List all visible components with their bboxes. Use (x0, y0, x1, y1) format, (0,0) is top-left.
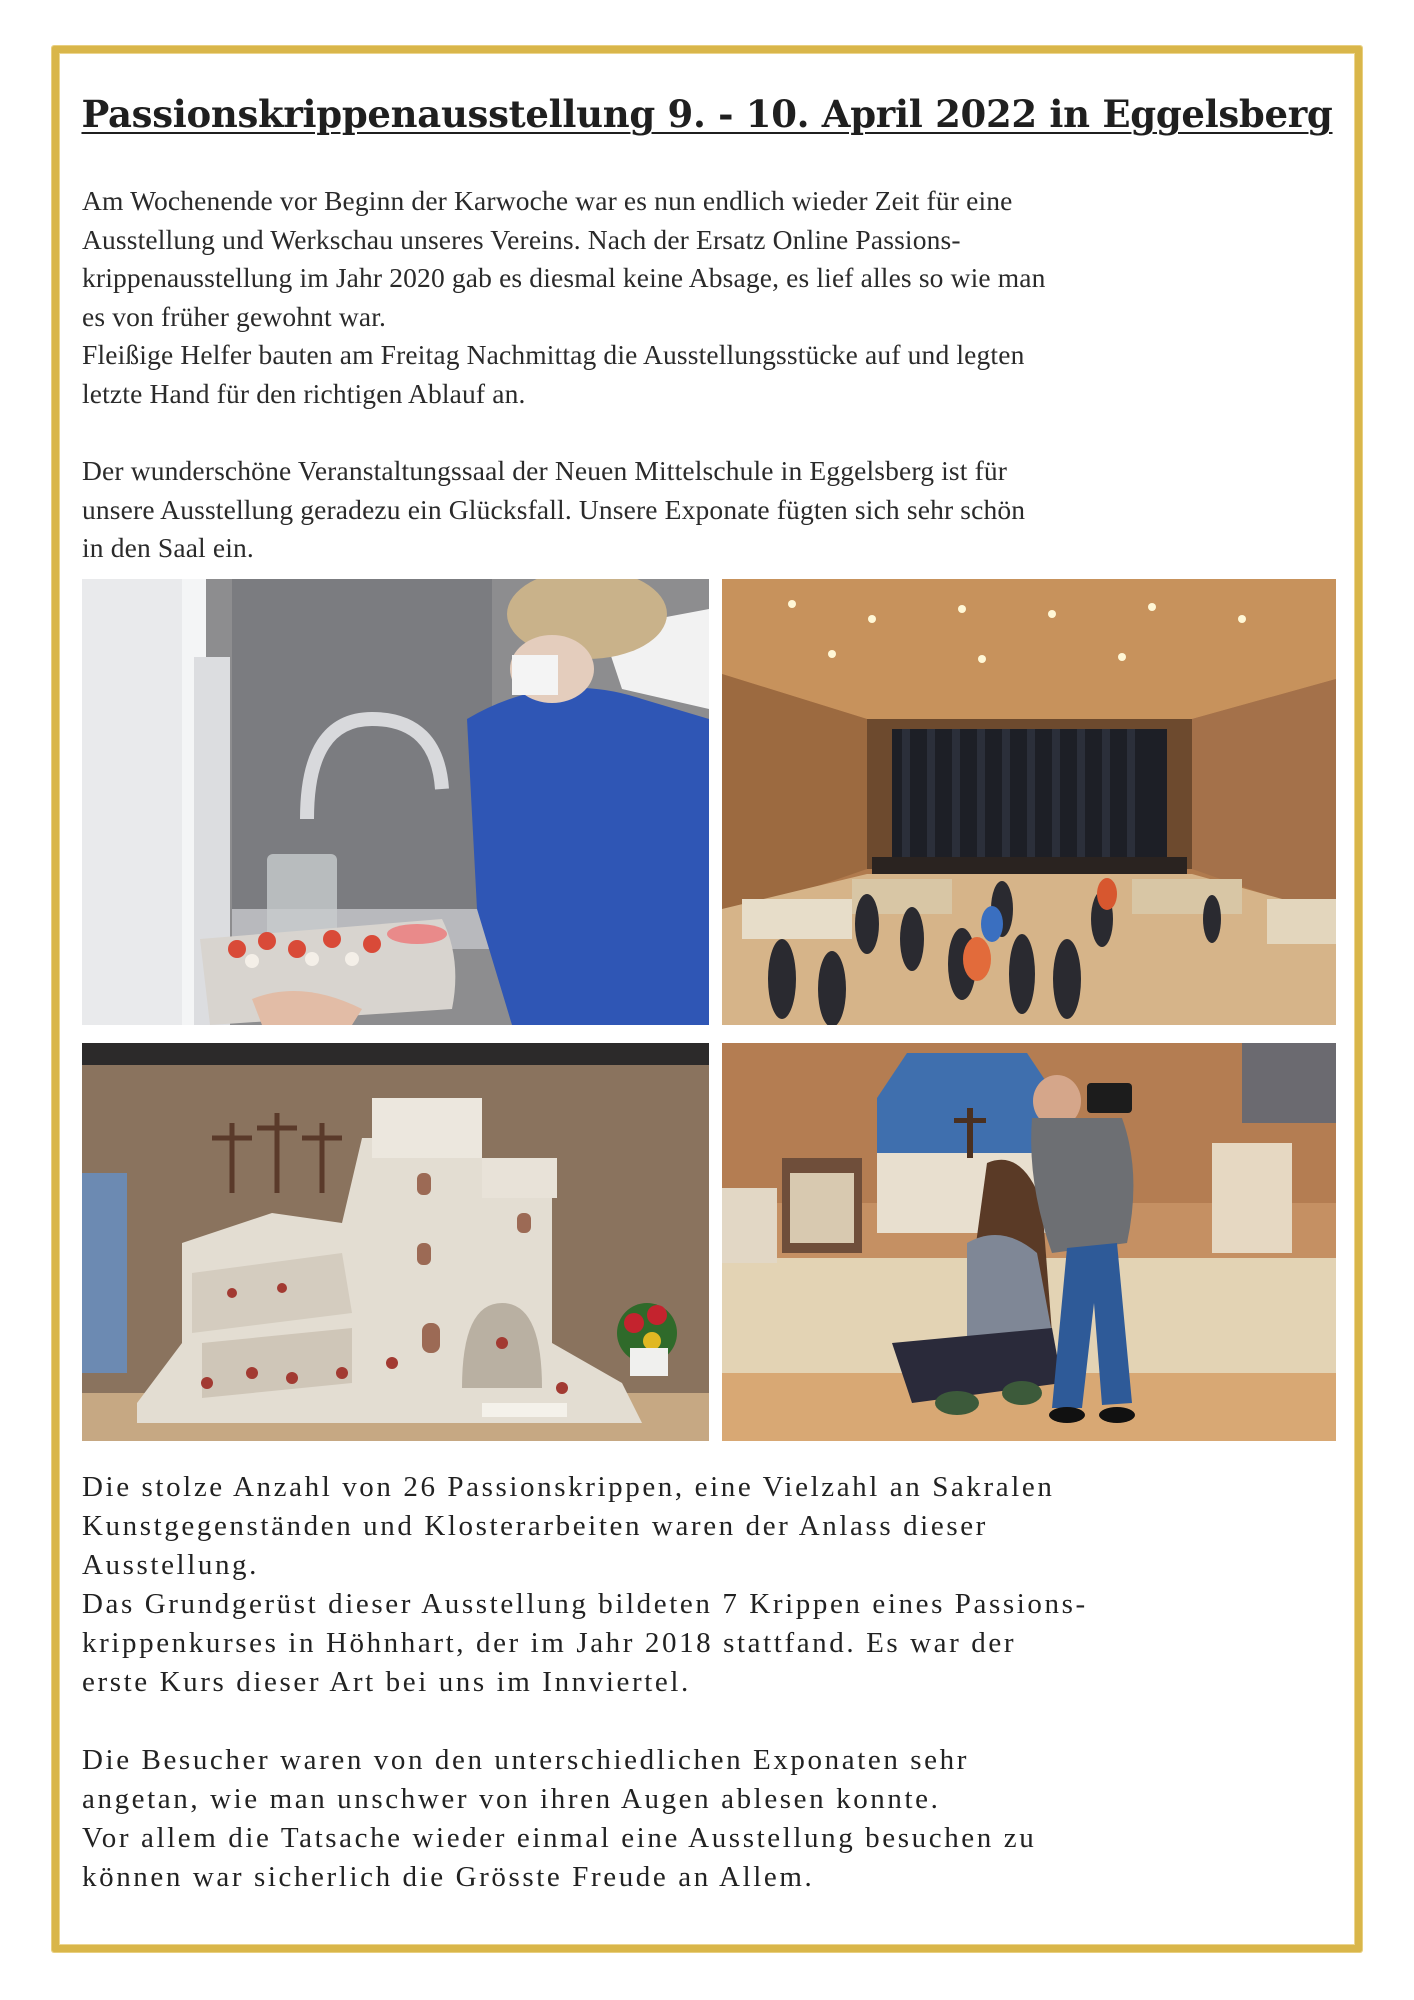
intro-paragraph-1: Am Wochenende vor Beginn der Karwoche war es nun endlich wieder Zeit für eine Ausstellung und Werkschau unseres Vereins. Nach der Ersatz Online Passions- krippenausstellung im Jahr 2020 gab es diesmal keine Absage, es lief alles so wie man es von früher gewohnt war. Fleißige Helfer bauten am Freitag Nachmittag die Ausstellungsstücke auf und legten letzte Hand für den richtigen Ablauf an. (82, 185, 1046, 409)
photo-passion-crib-castle (82, 1043, 709, 1441)
photo-exhibition-hall (722, 579, 1336, 1025)
page-title: Passionskrippenausstellung 9. - 10. April 2022 in Eggelsberg (81, 92, 1333, 136)
intro-paragraph-2: Der wunderschöne Veranstaltungssaal der Neuen Mittelschule in Eggelsberg ist für unsere Ausstellung geradezu ein Glücksfall. Unsere Exponate fügten sich sehr schön in den Saal ein. (82, 455, 1026, 564)
photo-helper-at-sink (82, 579, 709, 1025)
outro-text (82, 1468, 1352, 1897)
intro-text (82, 182, 1338, 568)
photo-visitors-viewing (722, 1043, 1336, 1441)
outro-paragraph-1: Die stolze Anzahl von 26 Passionskrippen, eine Vielzahl an Sakralen Kunstgegenständen und Klosterarbeiten waren der Anlass dieser Ausstellung. Das Grundgerüst dieser Ausstellung bildeten 7 Krippen eines Passions- krippenkurses in Höhnhart, der im Jahr 2018 stattfand. Es war der erste Kurs dieser Art bei uns im Innviertel. (82, 1471, 1088, 1698)
outro-paragraph-2: Die Besucher waren von den unterschiedlichen Exponaten sehr angetan, wie man unschwer von ihren Augen ablesen konnte. Vor allem die Tatsache wieder einmal eine Ausstellung besuchen zu können war sicherlich die Grösste Freude an Allem. (82, 1744, 1037, 1893)
